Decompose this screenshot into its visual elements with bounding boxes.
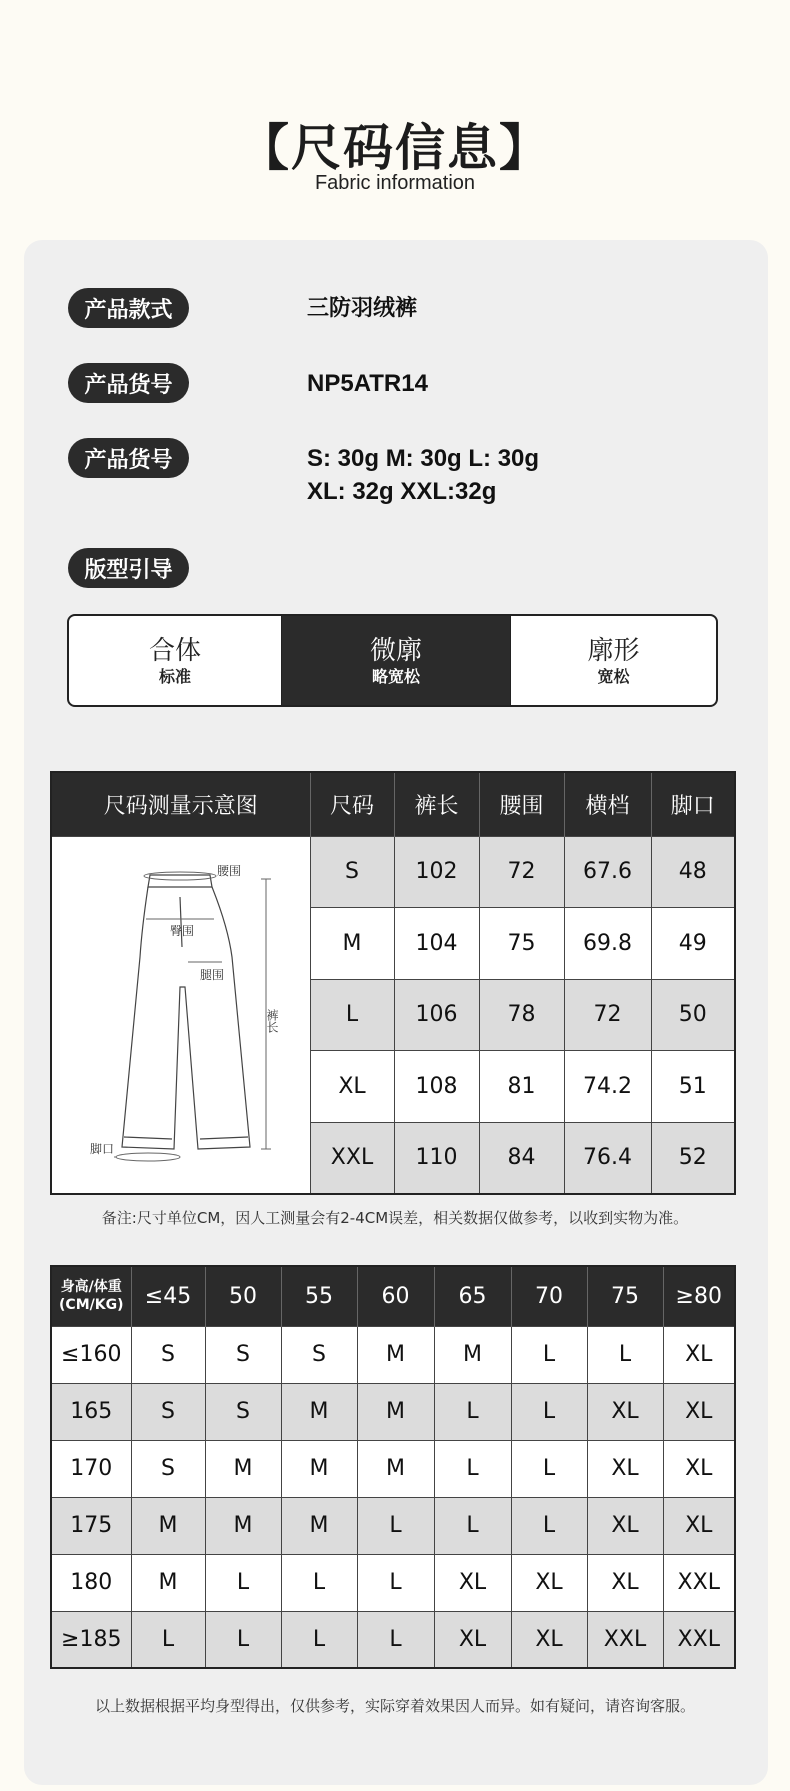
- size-cell: S: [131, 1440, 205, 1497]
- size-cell: L: [511, 1383, 587, 1440]
- height-cell: 165: [51, 1383, 131, 1440]
- size-cell: M: [281, 1497, 357, 1554]
- label-fill-weight: 产品货号: [68, 438, 189, 478]
- size-cell: XL: [587, 1497, 663, 1554]
- size-cell: XL: [587, 1440, 663, 1497]
- cell-length: 104: [394, 908, 479, 980]
- table-row: [51, 1611, 735, 1668]
- size-cell: M: [205, 1440, 281, 1497]
- size-cell: L: [205, 1611, 281, 1668]
- fit-option-main: 微廓: [369, 635, 422, 666]
- label-style: 产品款式: [68, 288, 189, 328]
- corner-header-line2: (CM/KG): [59, 1297, 124, 1314]
- pants-diagram: [52, 837, 309, 1187]
- fit-option-relaxed: [282, 616, 510, 705]
- size-cell: XL: [511, 1611, 587, 1668]
- weight-header: ≤45: [131, 1266, 205, 1326]
- weight-header: 60: [357, 1266, 434, 1326]
- weight-header: 55: [281, 1266, 357, 1326]
- cell-length: 102: [394, 836, 479, 908]
- cell-length: 110: [394, 1122, 479, 1194]
- fit-option-main: 合体: [148, 635, 201, 666]
- value-item-no: NP5ATR14: [307, 370, 428, 397]
- value-fill-weight-1: S: 30g M: 30g L: 30g: [307, 445, 540, 472]
- size-cell: L: [205, 1554, 281, 1611]
- height-cell: 170: [51, 1440, 131, 1497]
- cell-waist: 75: [479, 908, 564, 980]
- weight-header: 50: [205, 1266, 281, 1326]
- cell-hem: 52: [651, 1122, 735, 1194]
- size-cell: S: [131, 1326, 205, 1383]
- table-row: [51, 1497, 735, 1554]
- cell-length: 106: [394, 979, 479, 1051]
- measurement-header-row: [51, 772, 735, 836]
- weight-header: 75: [587, 1266, 663, 1326]
- size-cell: XL: [663, 1497, 735, 1554]
- size-cell: L: [357, 1497, 434, 1554]
- cell-waist: 81: [479, 1051, 564, 1123]
- size-cell: XXL: [663, 1611, 735, 1668]
- pants-diagram-cell: [51, 836, 310, 1194]
- size-cell: XL: [663, 1326, 735, 1383]
- corner-header: [51, 1266, 131, 1326]
- height-cell: 175: [51, 1497, 131, 1554]
- size-header-row: [51, 1266, 735, 1326]
- size-cell: XL: [434, 1611, 511, 1668]
- cell-hem: 50: [651, 979, 735, 1051]
- size-cell: L: [434, 1440, 511, 1497]
- diagram-label-waist: 腰围: [217, 863, 242, 878]
- size-cell: XL: [511, 1554, 587, 1611]
- label-item-no: 产品货号: [68, 363, 189, 403]
- weight-header: 65: [434, 1266, 511, 1326]
- cell-size: XXL: [310, 1122, 394, 1194]
- size-cell: M: [357, 1383, 434, 1440]
- size-cell: L: [281, 1611, 357, 1668]
- table-row: [51, 1440, 735, 1497]
- col-header-length: 裤长: [394, 772, 479, 836]
- cell-thigh-width: 76.4: [564, 1122, 651, 1194]
- size-cell: M: [205, 1497, 281, 1554]
- cell-hem: 51: [651, 1051, 735, 1123]
- size-cell: L: [434, 1497, 511, 1554]
- fit-option-sub: 宽松: [597, 666, 630, 686]
- size-cell: XXL: [663, 1554, 735, 1611]
- fit-option-loose: [510, 616, 716, 705]
- cell-thigh-width: 67.6: [564, 836, 651, 908]
- label-fit-guide: 版型引导: [68, 548, 189, 588]
- size-chart-note: 以上数据根据平均身型得出，仅供参考，实际穿着效果因人而异。如有疑问，请咨询客服。: [94, 1697, 695, 1715]
- size-cell: XL: [663, 1383, 735, 1440]
- diagram-label-length: 裤长: [265, 1008, 280, 1033]
- page-subtitle: Fabric information: [314, 172, 476, 194]
- table-row: [51, 1383, 735, 1440]
- measurement-note: 备注:尺寸单位CM，因人工测量会有2-4CM误差，相关数据仅做参考，以收到实物为准。: [101, 1209, 689, 1227]
- fit-option-regular: [69, 616, 282, 705]
- col-header-diagram: 尺码测量示意图: [51, 772, 310, 836]
- size-cell: M: [434, 1326, 511, 1383]
- height-cell: 180: [51, 1554, 131, 1611]
- cell-thigh-width: 74.2: [564, 1051, 651, 1123]
- value-style: 三防羽绒裤: [307, 296, 418, 321]
- height-cell: ≥185: [51, 1611, 131, 1668]
- size-cell: M: [281, 1440, 357, 1497]
- fit-guide-bar: [67, 614, 718, 707]
- size-cell: S: [281, 1326, 357, 1383]
- diagram-label-hip: 臀围: [170, 923, 195, 938]
- cell-size: XL: [310, 1051, 394, 1123]
- page-title: 【尺码信息】: [239, 119, 551, 177]
- cell-size: S: [310, 836, 394, 908]
- size-cell: M: [357, 1326, 434, 1383]
- table-row: [51, 836, 735, 908]
- cell-hem: 48: [651, 836, 735, 908]
- size-cell: L: [511, 1497, 587, 1554]
- table-row: [51, 1326, 735, 1383]
- weight-header: 70: [511, 1266, 587, 1326]
- size-cell: L: [131, 1611, 205, 1668]
- size-cell: L: [357, 1611, 434, 1668]
- size-cell: S: [205, 1326, 281, 1383]
- col-header-size: 尺码: [310, 772, 394, 836]
- fit-option-sub: 略宽松: [371, 666, 420, 686]
- cell-thigh-width: 72: [564, 979, 651, 1051]
- size-cell: S: [205, 1383, 281, 1440]
- cell-size: M: [310, 908, 394, 980]
- size-cell: M: [357, 1440, 434, 1497]
- table-row: [51, 1554, 735, 1611]
- size-cell: L: [511, 1440, 587, 1497]
- size-cell: M: [131, 1497, 205, 1554]
- weight-header: ≥80: [663, 1266, 735, 1326]
- corner-header-line1: 身高/体重: [60, 1279, 122, 1296]
- size-cell: L: [587, 1326, 663, 1383]
- size-cell: XL: [434, 1554, 511, 1611]
- size-cell: L: [434, 1383, 511, 1440]
- col-header-hem: 脚口: [651, 772, 735, 836]
- fit-option-main: 廓形: [587, 635, 640, 666]
- col-header-thigh-width: 横档: [564, 772, 651, 836]
- size-cell: M: [281, 1383, 357, 1440]
- col-header-waist: 腰围: [479, 772, 564, 836]
- size-cell: L: [357, 1554, 434, 1611]
- diagram-label-thigh: 腿围: [200, 967, 225, 982]
- size-recommendation-table: [50, 1265, 736, 1669]
- diagram-label-hem: 脚口: [90, 1141, 115, 1156]
- cell-length: 108: [394, 1051, 479, 1123]
- size-cell: M: [131, 1554, 205, 1611]
- value-fill-weight-2: XL: 32g XXL:32g: [307, 478, 497, 505]
- size-cell: L: [511, 1326, 587, 1383]
- cell-thigh-width: 69.8: [564, 908, 651, 980]
- size-cell: XXL: [587, 1611, 663, 1668]
- fit-option-sub: 标准: [158, 666, 191, 686]
- cell-waist: 78: [479, 979, 564, 1051]
- cell-size: L: [310, 979, 394, 1051]
- size-cell: XL: [587, 1554, 663, 1611]
- size-cell: XL: [587, 1383, 663, 1440]
- cell-hem: 49: [651, 908, 735, 980]
- size-cell: S: [131, 1383, 205, 1440]
- size-cell: L: [281, 1554, 357, 1611]
- height-cell: ≤160: [51, 1326, 131, 1383]
- cell-waist: 72: [479, 836, 564, 908]
- cell-waist: 84: [479, 1122, 564, 1194]
- measurement-table: [50, 771, 736, 1195]
- size-cell: XL: [663, 1440, 735, 1497]
